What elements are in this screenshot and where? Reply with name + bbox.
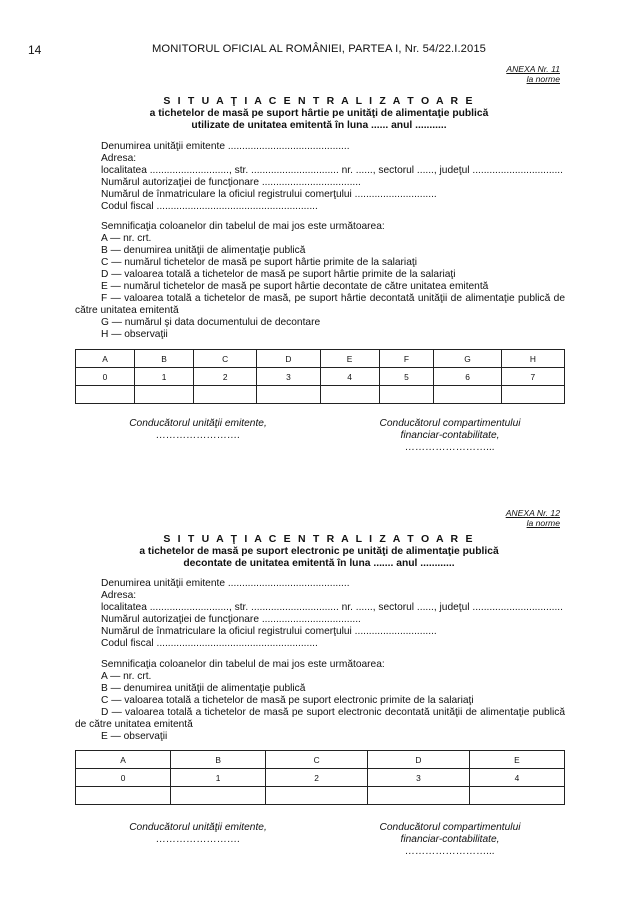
annex-number: ANEXA Nr. 11 [506, 64, 560, 74]
field-line: Codul fiscal ......................................................... [101, 201, 318, 212]
signature-right [355, 822, 545, 858]
empty-cell [320, 386, 379, 404]
situation-subtitle [0, 108, 638, 132]
legend-item: C — valoarea totală a tichetelor de masă pe suport electronic primite de la salariaţi [101, 695, 474, 706]
signature-line: ……………………. [155, 430, 241, 441]
header-cell: D [257, 350, 320, 368]
subtitle-line: utilizate de unitatea emitentă în luna ...... anul ........... [191, 120, 447, 131]
field-line: Denumirea unităţii emitente ........................................... [101, 141, 350, 152]
legend-item: C — numărul tichetelor de masă pe suport hârtie primite de la salariaţi [101, 257, 417, 268]
signature-role: Conducătorul compartimentului [379, 418, 521, 429]
legend-intro: Semnificaţia coloanelor din tabelul de mai jos este următoarea: [101, 659, 385, 670]
number-cell: 5 [379, 368, 434, 386]
number-cell: 1 [135, 368, 194, 386]
legend-item: D — valoarea totală a tichetelor de masă pe suport hârtie primite de la salariaţi [101, 269, 456, 280]
legend-item: E — observaţii [101, 731, 168, 742]
legend-item: D — valoarea totală a tichetelor de masă pe suport electronic decontată unităţii de alimentaţie publică de către unitatea emitentă [75, 707, 565, 730]
header-cell: A [76, 350, 135, 368]
table-empty-row [76, 787, 565, 805]
header-cell: H [501, 350, 564, 368]
field-line: Adresa: [101, 590, 137, 601]
signature-role: financiar-contabilitate, [400, 430, 500, 441]
table-number-row [76, 769, 565, 787]
legend-item: A — nr. crt. [101, 233, 152, 244]
header-cell: F [379, 350, 434, 368]
empty-cell [171, 787, 266, 805]
empty-cell [266, 787, 368, 805]
situation-title: S I T U A Ţ I A C E N T R A L I Z A T O A R E [163, 95, 475, 107]
report-table [75, 349, 565, 404]
empty-cell [257, 386, 320, 404]
signature-left [108, 418, 288, 442]
publication-header: MONITORUL OFICIAL AL ROMÂNIEI, PARTEA I, Nr. 54/22.I.2015 [152, 43, 486, 55]
header-cell: C [266, 751, 368, 769]
header-cell: D [368, 751, 470, 769]
field-line: Denumirea unităţii emitente ........................................... [101, 578, 350, 589]
annex-sub: la norme [526, 74, 560, 84]
legend-item: B — denumirea unităţii de alimentaţie publică [101, 245, 306, 256]
empty-cell [135, 386, 194, 404]
signature-role: Conducătorul unităţii emitente, [129, 418, 267, 429]
header-cell: A [76, 751, 171, 769]
empty-cell [76, 386, 135, 404]
header-cell: E [469, 751, 564, 769]
empty-cell [76, 787, 171, 805]
annex-11-label [506, 64, 560, 84]
number-cell: 7 [501, 368, 564, 386]
number-cell: 4 [469, 769, 564, 787]
legend-item: G — numărul şi data documentului de decontare [101, 317, 321, 328]
signature-right [355, 418, 545, 454]
signature-role: Conducătorul compartimentului [379, 822, 521, 833]
signature-role: financiar-contabilitate, [400, 834, 500, 845]
legend-item: F — valoarea totală a tichetelor de masă, pe suport hârtie decontată unităţii de alimentaţie publică de către unitatea emitentă [75, 293, 565, 316]
field-line: Numărul de înmatriculare la oficiul registrului comerţului ............................. [101, 189, 437, 200]
number-cell: 3 [257, 368, 320, 386]
empty-cell [501, 386, 564, 404]
number-cell: 2 [266, 769, 368, 787]
annex-number: ANEXA Nr. 12 [505, 508, 560, 518]
number-cell: 2 [194, 368, 257, 386]
signature-line: ……………………. [155, 834, 241, 845]
column-legend [75, 221, 565, 341]
empty-cell [469, 787, 564, 805]
header-cell: B [135, 350, 194, 368]
legend-item: A — nr. crt. [101, 671, 152, 682]
situation-title: S I T U A Ţ I A C E N T R A L I Z A T O A R E [163, 533, 475, 545]
situation-subtitle [0, 546, 638, 570]
legend-item: E — numărul tichetelor de masă pe suport hârtie decontate de către unitatea emitentă [101, 281, 489, 292]
empty-cell [194, 386, 257, 404]
field-line: Numărul autorizaţiei de funcţionare ................................... [101, 177, 361, 188]
field-line: localitatea ............................, str. ............................... nr. ......, sectorul ......, judeţul ................................ [101, 602, 563, 613]
signature-role: Conducătorul unităţii emitente, [129, 822, 267, 833]
header-cell: G [434, 350, 501, 368]
number-cell: 6 [434, 368, 501, 386]
identification-fields [101, 578, 571, 650]
number-cell: 0 [76, 769, 171, 787]
annex-sub: la norme [526, 518, 560, 528]
signature-left [108, 822, 288, 846]
table-header-row [76, 751, 565, 769]
field-line: Numărul autorizaţiei de funcţionare ................................... [101, 614, 361, 625]
subtitle-line: a tichetelor de masă pe suport hârtie pe unităţi de alimentaţie publică [149, 108, 489, 119]
header-cell: E [320, 350, 379, 368]
signature-line: ……………………... [405, 442, 495, 453]
report-table [75, 750, 565, 805]
field-line: Codul fiscal ......................................................... [101, 638, 318, 649]
field-line: Numărul de înmatriculare la oficiul registrului comerţului ............................. [101, 626, 437, 637]
subtitle-line: decontate de unitatea emitentă în luna ....... anul ............ [183, 558, 455, 569]
table-empty-row [76, 386, 565, 404]
empty-cell [434, 386, 501, 404]
number-cell: 1 [171, 769, 266, 787]
field-line: localitatea ............................, str. ............................... nr. ......, sectorul ......, judeţul ................................ [101, 165, 563, 176]
page-number: 14 [28, 43, 42, 57]
legend-item: B — denumirea unităţii de alimentaţie publică [101, 683, 306, 694]
subtitle-line: a tichetelor de masă pe suport electronic pe unităţi de alimentaţie publică [139, 546, 499, 557]
number-cell: 3 [368, 769, 470, 787]
legend-item: H — observaţii [101, 329, 168, 340]
annex-12-label [506, 508, 560, 528]
empty-cell [379, 386, 434, 404]
field-line: Adresa: [101, 153, 137, 164]
empty-cell [368, 787, 470, 805]
header-cell: B [171, 751, 266, 769]
identification-fields [101, 141, 571, 213]
number-cell: 0 [76, 368, 135, 386]
table-number-row [76, 368, 565, 386]
number-cell: 4 [320, 368, 379, 386]
header-cell: C [194, 350, 257, 368]
table-header-row [76, 350, 565, 368]
legend-intro: Semnificaţia coloanelor din tabelul de mai jos este următoarea: [101, 221, 385, 232]
signature-line: ……………………... [405, 846, 495, 857]
column-legend [75, 659, 565, 743]
